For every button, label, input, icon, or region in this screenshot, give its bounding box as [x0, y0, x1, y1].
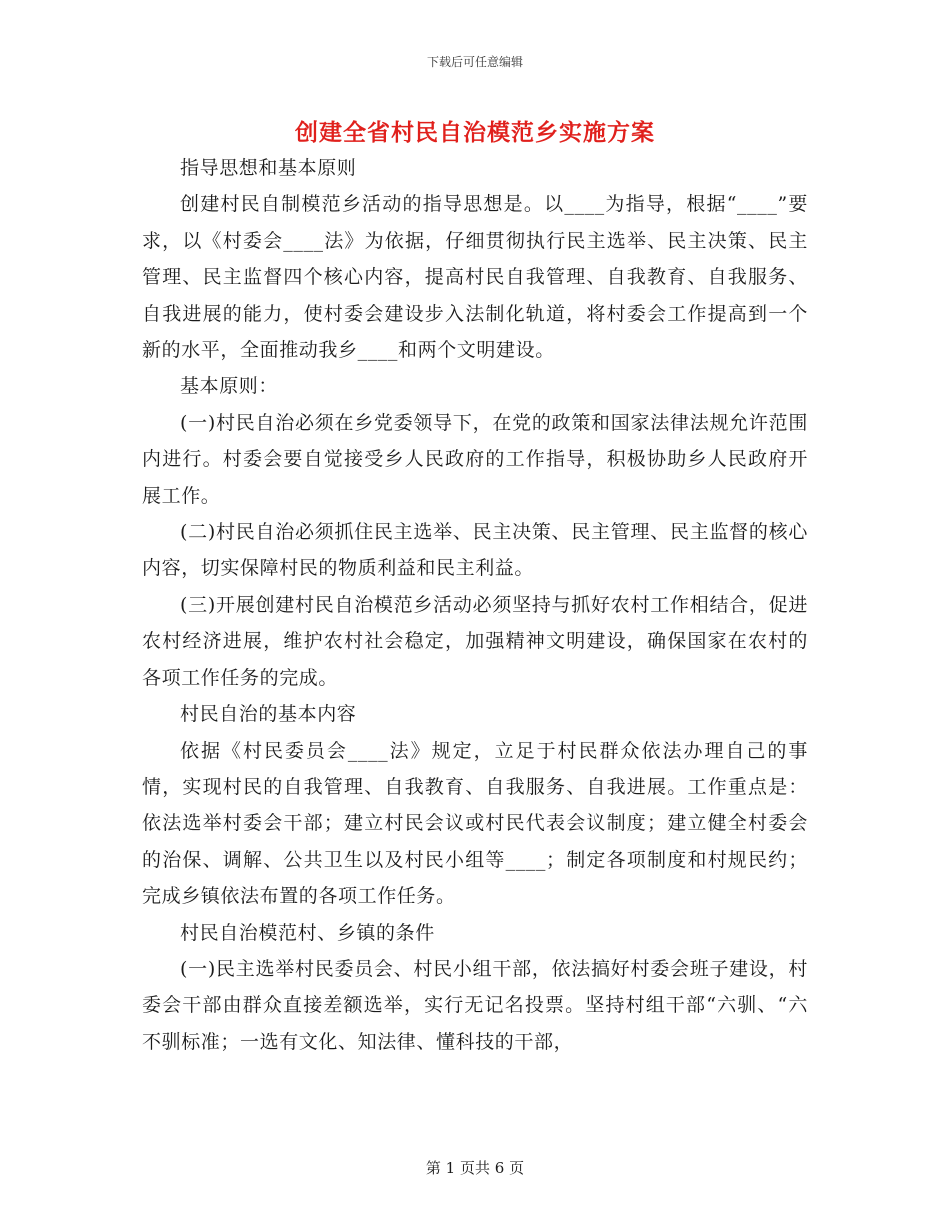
header-note: 下载后可任意编辑: [426, 55, 523, 69]
document-title: 创建全省村民自治模范乡实施方案: [295, 119, 655, 146]
section-heading-model-conditions: 村民自治模范村、乡镇的条件: [180, 921, 435, 944]
paragraph-principle-2: (二)村民自治必须抓住民主选举、民主决策、民主管理、民主监督的核心内容，切实保障村民的物质利益和民主利益。: [142, 521, 808, 580]
paragraph-basic-content: 依据《村民委员会____法》规定，立足于村民群众依法办理自己的事情，实现村民的自我管理、自我教育、自我服务、自我进展。工作重点是：依法选举村委会干部；建立村民会议或村民代表会议制度；建立健全村委会的治保、调解、公共卫生以及村民小组等____；制定各项制度和村规民约；完成乡镇依法布置的各项工作任务。: [142, 739, 808, 908]
paragraph-principle-1: (一)村民自治必须在乡党委领导下，在党的政策和国家法律法规允许范围内进行。村委会要自觉接受乡人民政府的工作指导，积极协助乡人民政府开展工作。: [142, 411, 808, 507]
section-heading-guiding-principles: 指导思想和基本原则: [180, 157, 357, 179]
section-heading-basic-content: 村民自治的基本内容: [180, 703, 357, 726]
section-heading-basic-principles: 基本原则：: [180, 375, 279, 398]
document-body: [142, 150, 808, 1060]
page-footer: 第 1 页共 6 页: [425, 1159, 525, 1177]
paragraph-principle-3: (三)开展创建村民自治模范乡活动必须坚持与抓好农村工作相结合，促进农村经济进展，维护农村社会稳定，加强精神文明建设，确保国家在农村的各项工作任务的完成。: [142, 593, 808, 689]
paragraph-guiding-ideology: 创建村民自制模范乡活动的指导思想是。以____为指导，根据“____”要求，以《村委会____法》为依据，仔细贯彻执行民主选举、民主决策、民主管理、民主监督四个核心内容，提高村民自我管理、自我教育、自我服务、自我进展的能力，使村委会建设步入法制化轨道，将村委会工作提高到一个新的水平，全面推动我乡____和两个文明建设。: [142, 193, 808, 362]
paragraph-condition-1: (一)民主选举村民委员会、村民小组干部，依法搞好村委会班子建设，村委会干部由群众直接差额选举，实行无记名投票。坚持村组干部“六驯、“六不驯标准；一选有文化、知法律、懂科技的干部，: [142, 957, 808, 1053]
